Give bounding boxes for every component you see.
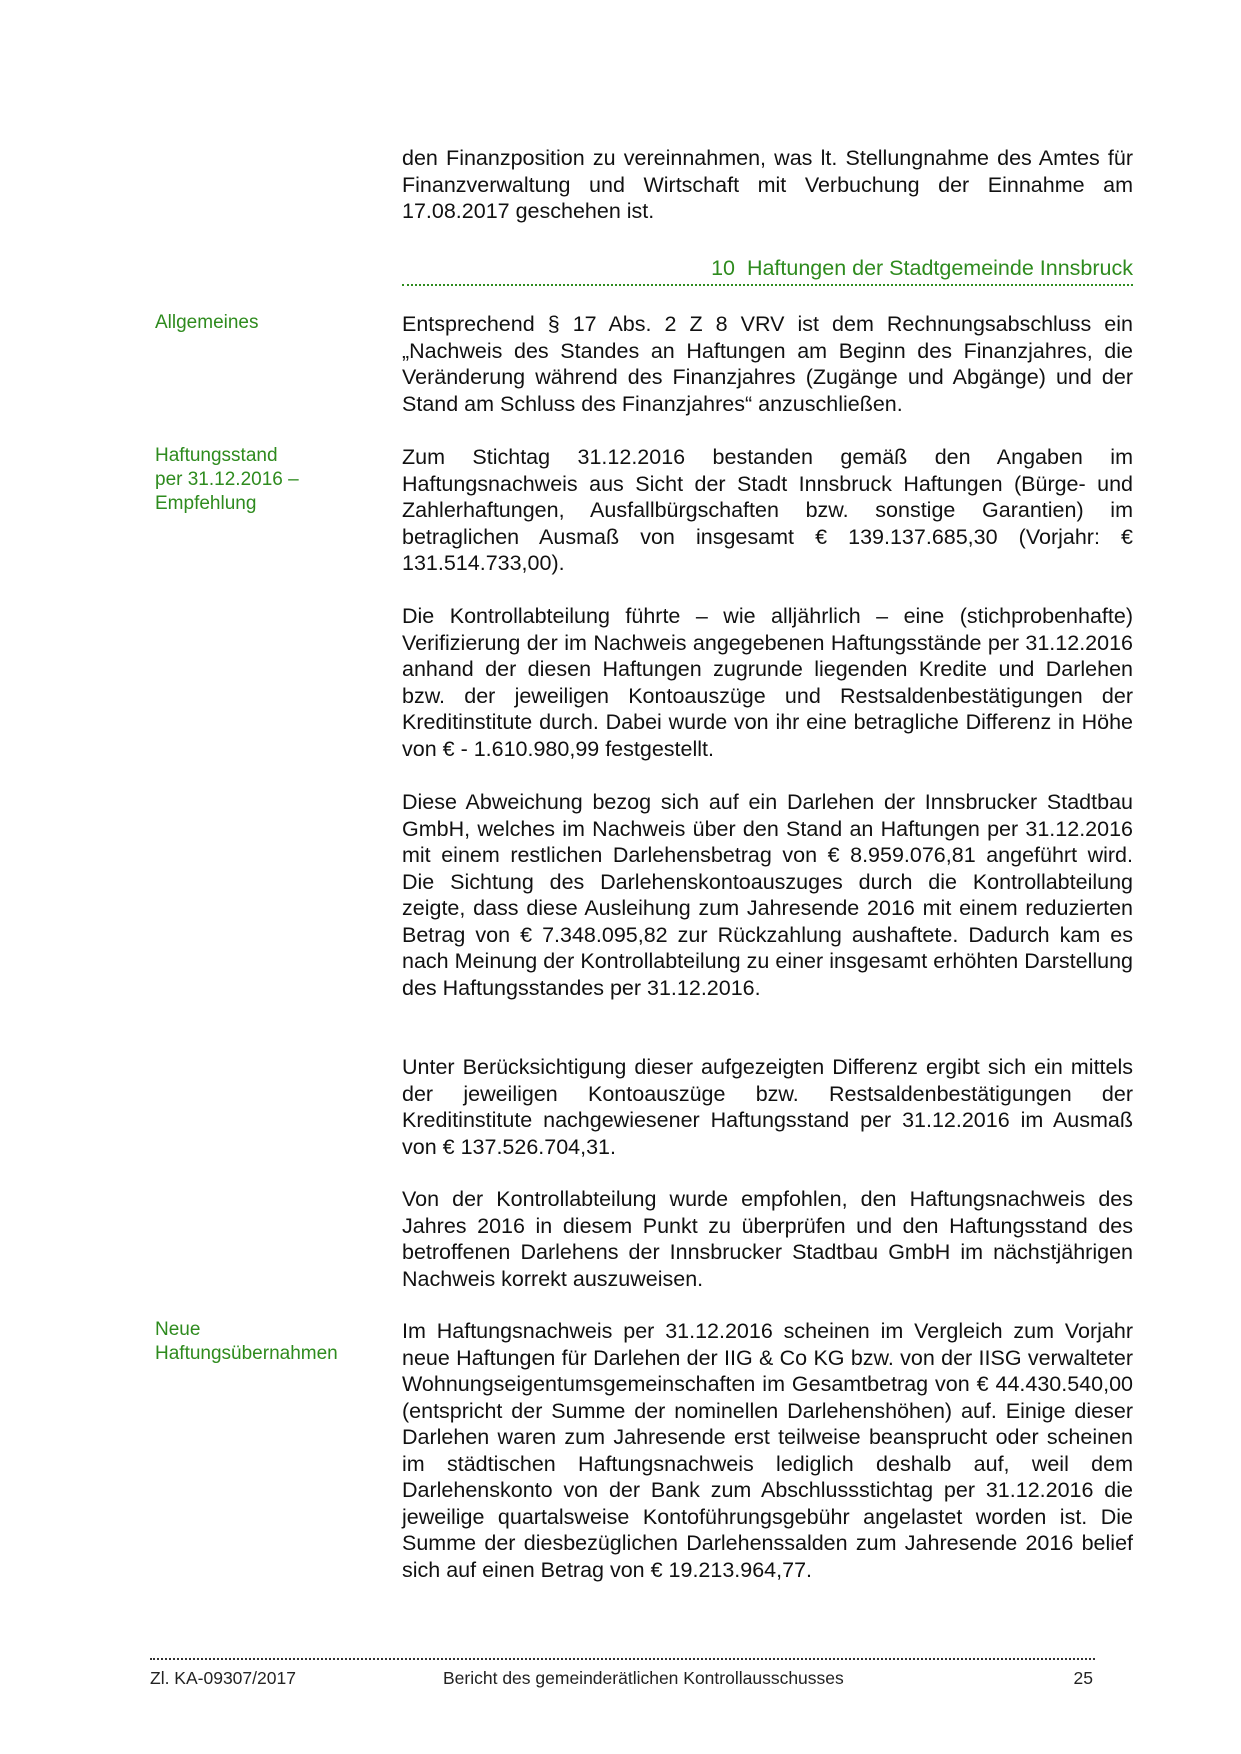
paragraph-4 (402, 789, 1133, 1001)
section-heading (402, 254, 1133, 282)
paragraph-1 (402, 311, 1133, 417)
paragraph-5 (402, 1054, 1133, 1160)
paragraph-6 (402, 1186, 1133, 1292)
page-number: 25 (1073, 1668, 1093, 1688)
paragraph-text: Diese Abweichung bezog sich auf ein Darlehen der Innsbrucker Stadtbau GmbH, welches im Nachweis über den Stand an Haftungen per 31.12.2016 mit einem restlichen Darlehensbetrag von € 8.959.076,81 angeführt wird. Die Sichtung des Darlehenskontoauszuges durch die Kontrollabteilung zeigte, dass diese Ausleihung zum Jahresende 2016 mit einem reduzierten Betrag von € 7.348.095,82 zur Rückzahlung aushaftete. Dadurch kam es nach Meinung der Kontrollabteilung zu einer insgesamt erhöhten Darstellung des Haftungsstandes per 31.12.2016. (402, 790, 1133, 1000)
section-title: Haftungen der Stadtgemeinde Innsbruck (746, 256, 1133, 280)
sidebar-label-neue-haftungen (155, 1318, 380, 1366)
paragraph-text: Im Haftungsnachweis per 31.12.2016 scheinen im Vergleich zum Vorjahr neue Haftungen für Darlehen der IIG & Co KG bzw. von der IISG verwalteter Wohnungseigentumsgemeinschaften im Gesamtbetrag von € 44.430.540,00 (entspricht der Summe der nominellen Darlehenshöhen) auf. Einige dieser Darlehen waren zum Jahresende erst teilweise beansprucht oder scheinen im städtischen Haftungsnachweis lediglich deshalb auf, weil dem Darlehenskonto von der Bank zum Abschlussstichtag per 31.12.2016 die jeweilige quartalsweise Kontoführungsgebühr angelastet worden ist. Die Summe der diesbezüglichen Darlehenssalden zum Jahresende 2016 belief sich auf einen Betrag von € 19.213.964,77. (402, 1319, 1133, 1582)
paragraph-text: Zum Stichtag 31.12.2016 bestanden gemäß den Angaben im Haftungsnachweis aus Sicht der Stadt Innsbruck Haftungen (Bürge- und Zahlerhaftungen, Ausfallbürgschaften bzw. sonstige Garantien) im betraglichen Ausmaß von insgesamt € 139.137.685,30 (Vorjahr: € 131.514.733,00). (402, 445, 1133, 575)
intro-text: den Finanzposition zu vereinnahmen, was lt. Stellungnahme des Amtes für Finanzverwaltung und Wirtschaft mit Verbuchung der Einnahme am 17.08.2017 geschehen ist. (402, 146, 1133, 223)
paragraph-text: Die Kontrollabteilung führte – wie alljährlich – eine (stichprobenhafte) Verifizierung der im Nachweis angegebenen Haftungsstände per 31.12.2016 anhand der diesen Haftungen zugrunde liegenden Kredite und Darlehen bzw. der jeweiligen Kontoauszüge und Restsaldenbestätigungen der Kreditinstitute durch. Dabei wurde von ihr eine betragliche Differenz in Höhe von € - 1.610.980,99 festgestellt. (402, 604, 1133, 761)
footer-divider (150, 1658, 1095, 1660)
sidebar-label-line: Haftungsübernahmen (155, 1343, 338, 1364)
sidebar-label-line: Haftungsstand (155, 445, 278, 466)
sidebar-label-text: Allgemeines (155, 312, 259, 333)
intro-paragraph (402, 145, 1133, 225)
paragraph-3 (402, 603, 1133, 762)
sidebar-label-line: Empfehlung (155, 493, 257, 514)
section-number: 10 (711, 256, 735, 280)
paragraph-text: Von der Kontrollabteilung wurde empfohlen, den Haftungsnachweis des Jahres 2016 in diesem Punkt zu überprüfen und den Haftungsstand des betroffenen Darlehens der Innsbrucker Stadtbau GmbH im nächstjährigen Nachweis korrekt auszuweisen. (402, 1187, 1133, 1291)
paragraph-7 (402, 1318, 1133, 1583)
paragraph-text: Unter Berücksichtigung dieser aufgezeigten Differenz ergibt sich ein mittels der jeweiligen Kontoauszüge bzw. Restsaldenbestätigungen der Kreditinstitute nachgewiesener Haftungsstand per 31.12.2016 im Ausmaß von € 137.526.704,31. (402, 1055, 1133, 1159)
sidebar-label-line: per 31.12.2016 – (155, 469, 299, 490)
sidebar-label-line: Neue (155, 1319, 201, 1340)
paragraph-2 (402, 444, 1133, 577)
footer-title: Bericht des gemeinderätlichen Kontrollausschusses (443, 1668, 844, 1688)
sidebar-label-haftungsstand (155, 444, 380, 516)
paragraph-text: Entsprechend § 17 Abs. 2 Z 8 VRV ist dem Rechnungsabschluss ein „Nachweis des Standes an Haftungen am Beginn des Finanzjahres, die Veränderung während des Finanzjahres (Zugänge und Abgänge) und der Stand am Schluss des Finanzjahres“ anzuschließen. (402, 312, 1133, 416)
section-divider (402, 284, 1133, 286)
sidebar-label-allgemeines (155, 311, 380, 335)
footer-reference: Zl. KA-09307/2017 (150, 1668, 296, 1688)
